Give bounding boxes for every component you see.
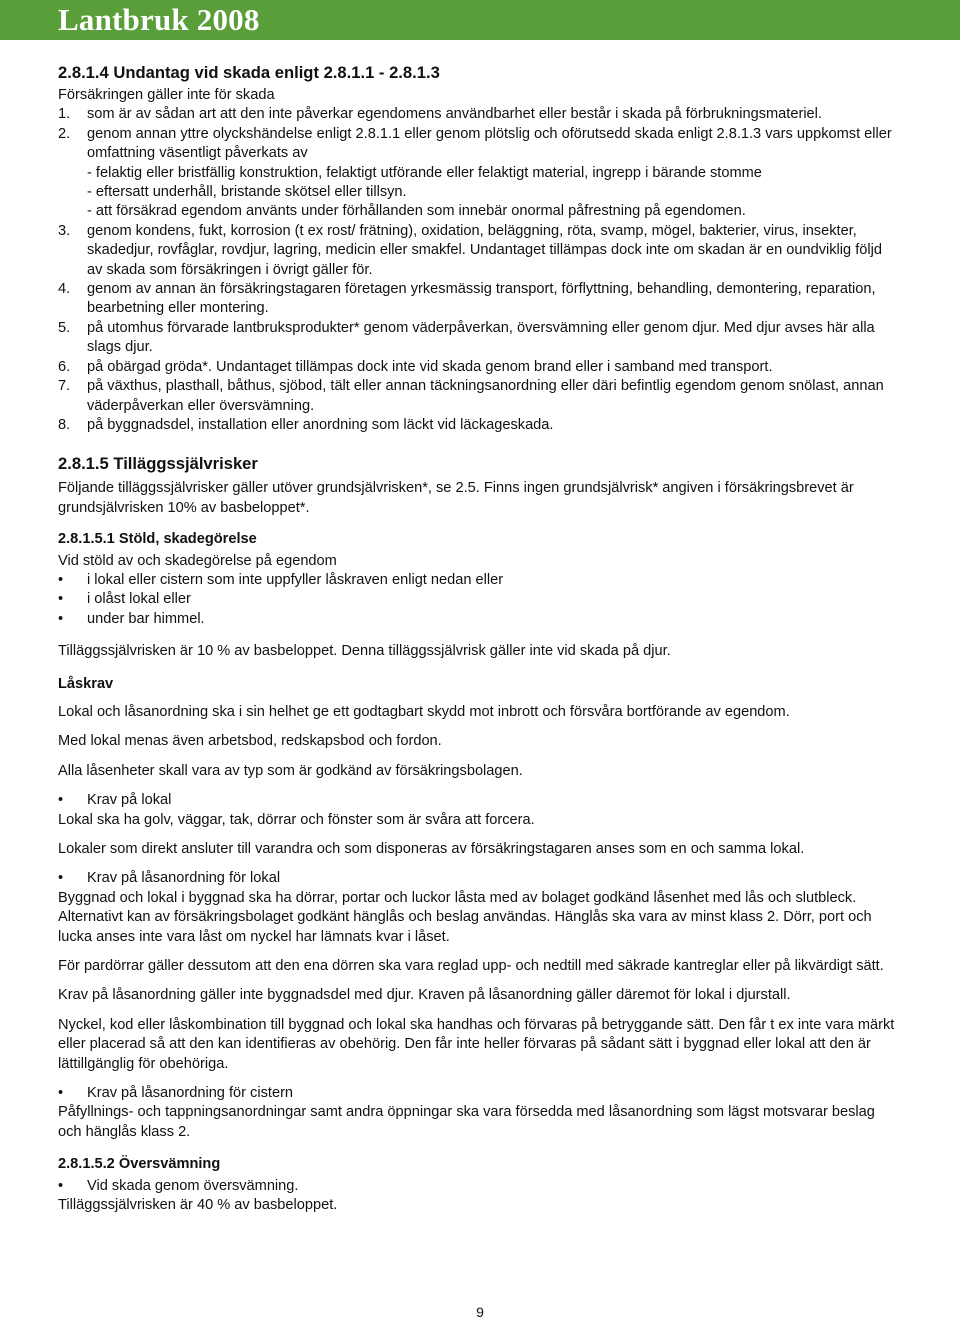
numbered-item xyxy=(58,222,898,280)
item-number: 7. xyxy=(58,378,71,395)
bullet-text: i olåst lokal eller xyxy=(87,591,191,608)
section-intro: Försäkringen gäller inte för skada xyxy=(58,87,275,103)
sub-item: - att försäkrad egendom använts under förhållanden som innebär onormal påfrestning på egendomen. xyxy=(87,203,746,220)
bullet-item xyxy=(58,610,898,629)
item-number: 6. xyxy=(58,358,71,375)
bullet-text: Krav på lokal xyxy=(87,792,172,809)
item-number: 1. xyxy=(58,106,71,123)
numbered-item xyxy=(58,358,898,377)
section-heading-undantag: 2.8.1.4 Undantag vid skada enligt 2.8.1.1 - 2.8.1.3 xyxy=(58,63,440,82)
bullet-item xyxy=(58,1084,898,1103)
paragraph: Följande tilläggssjälvrisker gäller utöver grundsjälvrisken*, se 2.5. Finns ingen grundsjälvrisk* angiven i försäkringsbrevet är grundsjälvrisken 10% av basbeloppet*. xyxy=(58,480,854,516)
subsection-heading-stold: 2.8.1.5.1 Stöld, skadegörelse xyxy=(58,531,257,548)
bullet-icon xyxy=(58,1177,87,1196)
item-text: på byggnadsdel, installation eller anordning som läckt vid läckageskada. xyxy=(87,416,554,433)
item-number: 2. xyxy=(58,125,71,142)
item-number: 8. xyxy=(58,416,71,433)
page-number: 9 xyxy=(476,1304,484,1320)
document-title: Lantbruk 2008 xyxy=(58,2,260,37)
paragraph: Tilläggssjälvrisken är 10 % av basbeloppet. Denna tilläggssjälvrisk gäller inte vid skada på djur. xyxy=(58,643,671,660)
paragraph: Nyckel, kod eller låskombination till byggnad och lokal ska handhas och förvaras på betryggande sätt. Den får t ex inte vara märkt eller placerad så att den kan identifieras av obehörig. Den får inte heller förvaras på sådant sätt i byggnad eller lokal att den är lättillgänglig för obehöriga. xyxy=(58,1016,895,1072)
bullet-icon xyxy=(58,571,87,590)
item-number: 4. xyxy=(58,281,71,298)
bullet-text: under bar himmel. xyxy=(87,610,205,627)
paragraph: Lokaler som direkt ansluter till varandra och som disponeras av försäkringstagaren anses som en och samma lokal. xyxy=(58,841,805,857)
item-text: på obärgad gröda*. Undantaget tillämpas dock inte vid skada genom brand eller i samband med transport. xyxy=(87,358,773,375)
page-content xyxy=(58,62,898,1216)
item-text: genom annan yttre olyckshändelse enligt 2.8.1.1 eller genom plötslig och oförutsedd skada enligt 2.8.1.3 vars uppkomst eller omfattning väsentligt påverkats av xyxy=(87,125,892,162)
numbered-item xyxy=(58,416,898,435)
bullet-icon xyxy=(58,590,87,609)
numbered-item xyxy=(58,280,898,319)
paragraph: Tilläggssjälvrisken är 40 % av basbeloppet. xyxy=(58,1197,338,1214)
item-text: genom kondens, fukt, korrosion (t ex rost/ frätning), oxidation, beläggning, röta, svamp, mögel, bakterier, virus, insekter, skadedjur, rovfåglar, rovdjur, lagring, medicin eller smakfel. Undantaget tillämpas dock inte om skadan är en oundviklig följd av skada som försäkringen i övrigt gäller för. xyxy=(87,222,882,278)
bullet-text: Krav på låsanordning för lokal xyxy=(87,870,281,887)
numbered-item xyxy=(58,105,898,124)
bullet-icon xyxy=(58,869,87,888)
bullet-text: Vid skada genom översvämning. xyxy=(87,1177,299,1194)
numbered-item xyxy=(58,377,898,416)
bullet-icon xyxy=(58,610,87,629)
paragraph: Vid stöld av och skadegörelse på egendom xyxy=(58,552,337,569)
item-number: 3. xyxy=(58,222,71,239)
paragraph: Påfyllnings- och tappningsanordningar samt andra öppningar ska vara försedda med låsanordning som lägst motsvarar beslag och hänglås klass 2. xyxy=(58,1104,875,1140)
paragraph: Byggnad och lokal i byggnad ska ha dörrar, portar och luckor låsta med av bolaget godkänd låsenhet med lås och slutbleck. Alternativt kan av försäkringsbolaget godkänt hänglås och beslag användas. Hänglås ska vara av minst klass 2. Dörr, port och lucka anses inte vara låst om nyckel har lämnats kvar i låset. xyxy=(58,889,872,945)
bullet-text: i lokal eller cistern som inte uppfyller låskraven enligt nedan eller xyxy=(87,571,504,588)
paragraph: Alla låsenheter skall vara av typ som är godkänd av försäkringsbolagen. xyxy=(58,762,523,779)
bullet-item xyxy=(58,590,898,609)
paragraph: Lokal och låsanordning ska i sin helhet ge ett godtagbart skydd mot inbrott och försvåra bortförande av egendom. xyxy=(58,703,790,720)
bullet-item xyxy=(58,1177,898,1196)
item-number: 5. xyxy=(58,319,71,336)
paragraph: Krav på låsanordning gäller inte byggnadsdel med djur. Kraven på låsanordning gäller däremot för lokal i djurstall. xyxy=(58,987,791,1004)
numbered-item xyxy=(58,125,898,164)
bullet-icon xyxy=(58,1084,87,1103)
subsection-heading-oversvamning: 2.8.1.5.2 Översvämning xyxy=(58,1156,221,1173)
bullet-icon xyxy=(58,791,87,810)
sub-item: - felaktig eller bristfällig konstruktion, felaktigt utförande eller felaktigt material, ingrepp i bärande stomme xyxy=(87,164,762,181)
bullet-text: Krav på låsanordning för cistern xyxy=(87,1085,294,1102)
item-text: som är av sådan art att den inte påverkar egendomens användbarhet eller består i skada på förbrukningsmateriel. xyxy=(87,106,822,123)
bullet-item xyxy=(58,571,898,590)
item-text: på utomhus förvarade lantbruksprodukter* genom väderpåverkan, översvämning eller genom djur. Med djur avses här alla slags djur. xyxy=(87,319,875,356)
item-text: genom av annan än försäkringstagaren företagen yrkesmässig transport, förflyttning, behandling, demontering, reparation, bearbetning eller montering. xyxy=(87,281,876,317)
section-heading-tillaggssjalvrisker: 2.8.1.5 Tilläggssjälvrisker xyxy=(58,454,258,474)
sub-item: - eftersatt underhåll, bristande skötsel eller tillsyn. xyxy=(87,184,407,201)
bullet-item xyxy=(58,869,898,888)
item-text: på växthus, plasthall, båthus, sjöbod, tält eller annan täckningsanordning eller däri befintlig egendom genom snölast, annan väderpåverkan eller översvämning. xyxy=(87,378,884,414)
paragraph: Lokal ska ha golv, väggar, tak, dörrar och fönster som är svåra att forcera. xyxy=(58,811,535,828)
header-banner xyxy=(0,0,960,40)
paragraph: För pardörrar gäller dessutom att den ena dörren ska vara reglad upp- och nedtill med säkrade kantreglar eller på likvärdigt sätt. xyxy=(58,958,884,975)
paragraph: Med lokal menas även arbetsbod, redskapsbod och fordon. xyxy=(58,733,442,750)
bullet-item xyxy=(58,791,898,810)
numbered-item xyxy=(58,319,898,358)
subsection-heading-laskrav: Låskrav xyxy=(58,675,114,692)
